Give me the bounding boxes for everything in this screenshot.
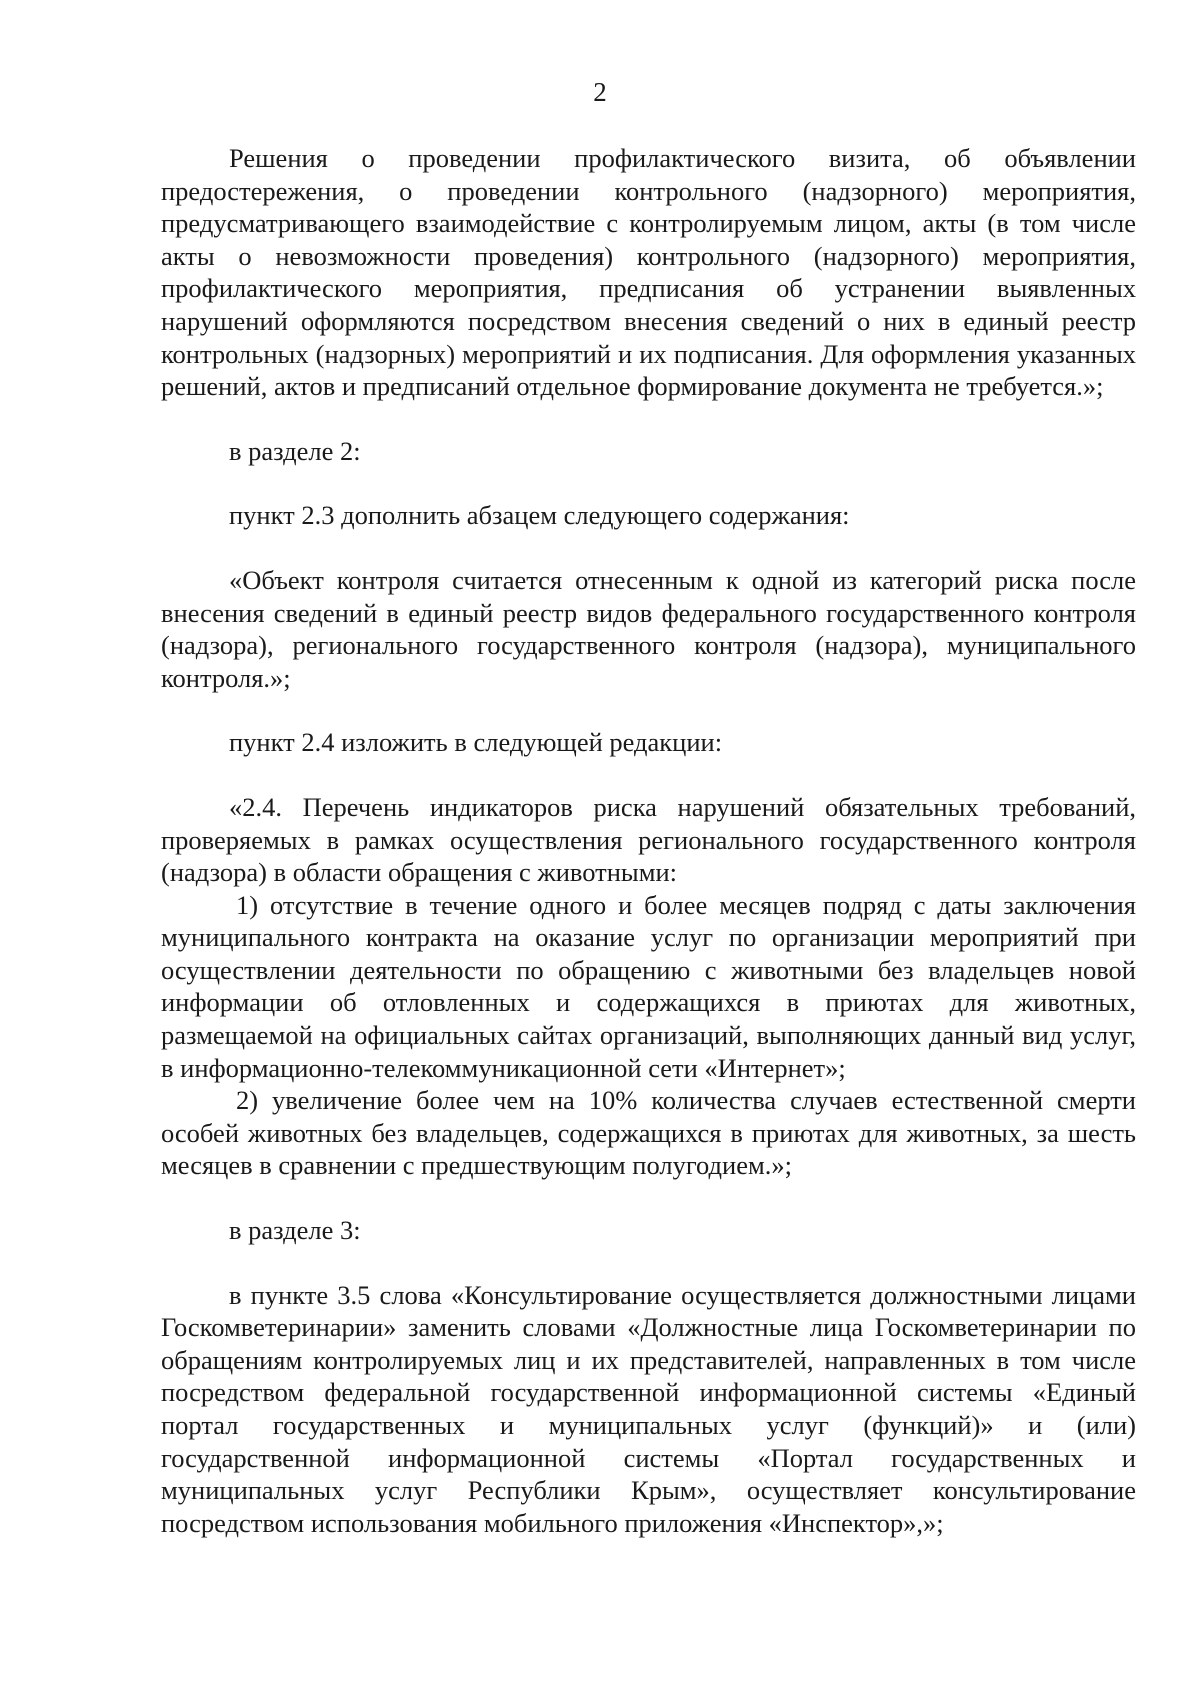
document-body (161, 142, 1136, 1539)
paragraph-section-2: в разделе 2: (229, 435, 361, 466)
paragraph-item-2-4: пункт 2.4 изложить в следующей редакции: (229, 727, 723, 758)
paragraph-risk-indicators: «2.4. Перечень индикаторов риска нарушений обязательных требований, проверяемых в рамках осуществления регионального государственного контроля (надзора) в области обращения с животными: (161, 791, 1136, 888)
list-item-indicator-1: 1) отсутствие в течение одного и более месяцев подряд с даты заключения муниципального контракта на оказание услуг по организации мероприятий при осуществлении деятельности по обращению с животными без владельцев новой информации об отловленных и содержащихся в приютах для животных, размещаемой на официальных сайтах организаций, выполняющих данный вид услуг, в информационно-телекоммуникационной сети «Интернет»; (161, 889, 1136, 1083)
paragraph-item-3-5: в пункте 3.5 слова «Консультирование осуществляется должностными лицами Госкомветеринарии» заменить словами «Должностные лица Госкомветеринарии по обращениям контролируемых лиц и их представителей, направленных в том числе посредством федеральной государственной информационной системы «Единый портал государственных и муниципальных услуг (функций)» и (или) государственной информационной системы «Портал государственных и муниципальных услуг Республики Крым», осуществляет консультирование посредством использования мобильного приложения «Инспектор»,»; (161, 1279, 1136, 1538)
page-number: 2 (593, 77, 607, 107)
paragraph-risk-category: «Объект контроля считается отнесенным к одной из категорий риска после внесения сведений в единый реестр видов федерального государственного контроля (надзора), регионального государственного контроля (надзора), муниципального контроля.»; (161, 564, 1136, 693)
paragraph-section-3: в разделе 3: (229, 1215, 361, 1246)
list-item-indicator-2: 2) увеличение более чем на 10% количества случаев естественной смерти особей животных без владельцев, содержащихся в приютах для животных, за шесть месяцев в сравнении с предшествующим полугодием.»; (161, 1085, 1136, 1181)
paragraph-decisions: Решения о проведении профилактического визита, об объявлении предостережения, о проведении контрольного (надзорного) мероприятия, предусматривающего взаимодействие с контролируемым лицом, акты (в том числе акты о невозможности проведения) контрольного (надзорного) мероприятия, профилактического мероприятия, предписания об устранении выявленных нарушений оформляются посредством внесения сведений о них в единый реестр контрольных (надзорных) мероприятий и их подписания. Для оформления указанных решений, актов и предписаний отдельное формирование документа не требуется.»; (161, 143, 1136, 402)
paragraph-item-2-3: пункт 2.3 дополнить абзацем следующего содержания: (229, 500, 850, 531)
